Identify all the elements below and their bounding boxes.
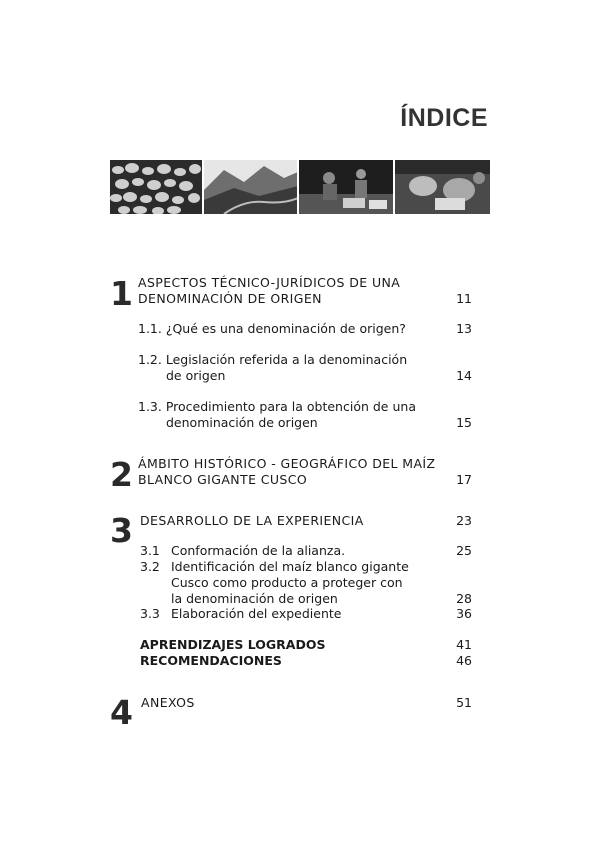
section-1-page: 11 [456,291,472,306]
toc-item-1-3-page: 15 [456,415,472,430]
toc-item-3-2-number: 3.2 [140,559,160,574]
section-1-title-line2[interactable]: DENOMINACIÓN DE ORIGEN [138,291,322,306]
section-2-page: 17 [456,472,472,487]
section-4-number: 4 [110,693,133,732]
toc-item-3-1[interactable]: Conformación de la alianza. [171,543,346,558]
section-4-page: 51 [456,695,472,710]
section-2-title-line2[interactable]: BLANCO GIGANTE CUSCO [138,472,308,487]
page-title: ÍNDICE [400,104,488,132]
toc-item-3-2-line2[interactable]: Cusco como producto a proteger con [171,575,403,590]
harvest-workers-photo [299,160,393,214]
section-4-title[interactable]: ANEXOS [141,695,195,710]
photo-banner [110,160,490,214]
toc-item-3-2-line3[interactable]: la denominación de origen [171,591,338,606]
section-3-title[interactable]: DESARROLLO DE LA EXPERIENCIA [140,513,364,528]
toc-item-1-1[interactable]: 1.1. ¿Qué es una denominación de origen? [138,321,406,336]
toc-item-1-3-line2[interactable]: denominación de origen [166,415,318,430]
toc-item-1-1-page: 13 [456,321,472,336]
section-1-number: 1 [110,274,133,313]
toc-item-3-1-page: 25 [456,543,472,558]
toc-item-1-2-page: 14 [456,368,472,383]
toc-item-3-3-page: 36 [456,606,472,621]
toc-item-3-3-number: 3.3 [140,606,160,621]
section-3-number: 3 [110,511,133,550]
toc-item-3-1-number: 3.1 [140,543,160,558]
toc-item-1-2-line2[interactable]: de origen [166,368,226,383]
maize-kernels-photo [110,160,202,214]
section-3-page: 23 [456,513,472,528]
section-2-number: 2 [110,455,133,494]
people-handling-maize-photo [395,160,490,214]
toc-item-aprendizajes[interactable]: APRENDIZAJES LOGRADOS [140,637,326,652]
toc-item-recomendaciones-page: 46 [456,653,472,668]
toc-item-aprendizajes-page: 41 [456,637,472,652]
toc-item-3-3[interactable]: Elaboración del expediente [171,606,342,621]
toc-item-1-3-line1[interactable]: 1.3. Procedimiento para la obtención de una [138,399,416,414]
toc-item-recomendaciones[interactable]: RECOMENDACIONES [140,653,282,668]
toc-item-3-2-line1[interactable]: Identificación del maíz blanco gigante [171,559,409,574]
toc-item-1-2-line1[interactable]: 1.2. Legislación referida a la denominación [138,352,408,367]
section-1-title-line1[interactable]: ASPECTOS TÉCNICO-JURÍDICOS DE UNA [138,275,401,290]
toc-item-3-2-page: 28 [456,591,472,606]
valley-landscape-photo [204,160,298,214]
section-2-title-line1[interactable]: ÁMBITO HISTÓRICO - GEOGRÁFICO DEL MAÍZ [138,456,436,471]
